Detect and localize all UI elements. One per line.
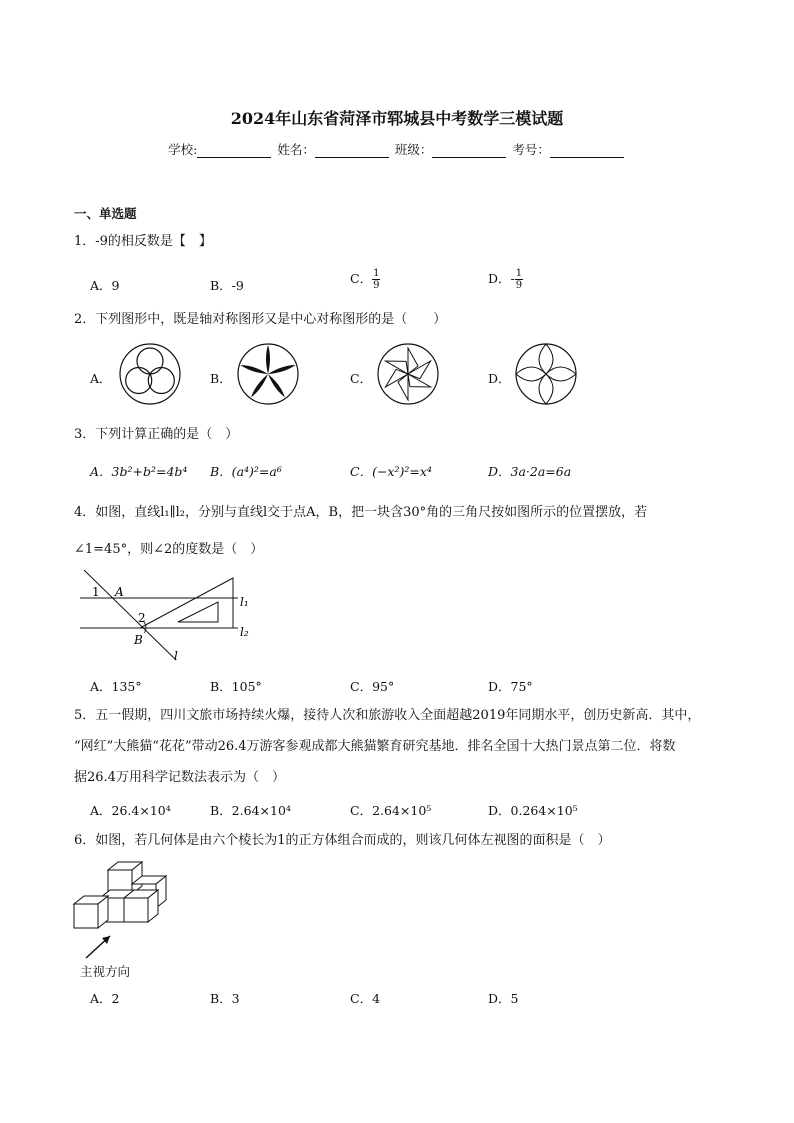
q5-option-c[interactable]: C．2.64×10⁵ [350,803,432,818]
label-l1: l₁ [240,595,249,609]
q1-c-fraction [372,268,380,291]
question-5-line-2: “网红”大熊猫“花花”带动26.4万游客参观成都大熊猫繁育研究基地．排名全国十大热门景点第二位．将数 [74,739,676,754]
question-4-line-2: ∠1=45°，则∠2的度数是（ ） [74,542,264,557]
exam-no-label: 考号： [512,142,550,157]
q1-option-d[interactable] [488,268,523,291]
name-label: 姓名： [277,142,315,157]
triangle-ruler [140,578,233,628]
q6-option-a[interactable]: A．2 [90,991,120,1006]
label-l: l [174,649,178,663]
q2-option-d[interactable]: D． [488,371,511,386]
label-point-b: B [134,633,143,647]
q4-option-a[interactable]: A．135° [90,679,142,694]
q5-option-d[interactable]: D．0.264×10⁵ [488,803,578,818]
label-point-a: A [115,585,124,599]
q6-option-d[interactable]: D．5 [488,991,519,1006]
student-info-row [0,140,794,158]
q1-c-denominator: 9 [373,280,380,291]
q6-option-b[interactable]: B．3 [210,991,240,1006]
q3-option-a[interactable]: A．3b²+b²=4b⁴ [90,464,188,479]
q2-option-c[interactable]: C． [350,371,373,386]
question-3: 3．下列计算正确的是（ ） [74,427,239,442]
q1-d-prefix: D．- [488,271,515,286]
q2-option-b[interactable]: B． [210,371,232,386]
q3-option-b[interactable]: B．(a⁴)²=a⁶ [210,464,282,479]
section-heading: 一、单选题 [74,206,137,221]
triangle-ruler-inner [178,602,218,622]
question-1: 1．-9的相反数是【 】 [74,234,212,249]
question-5-line-1: 5．五一假期，四川文旅市场持续火爆，接待人次和旅游收入全面超越2019年同期水平，创历史新高．其中， [74,708,701,723]
name-blank[interactable] [315,145,389,158]
q2-figure-a [118,342,182,406]
question-2: 2．下列图形中，既是轴对称图形又是中心对称图形的是（ ） [74,312,447,327]
q4-option-c[interactable]: C．95° [350,679,395,694]
q2-option-a[interactable]: A． [90,371,112,386]
label-angle-2: 2 [138,611,146,625]
q1-d-fraction [515,268,523,291]
class-blank[interactable] [432,145,506,158]
q2-figure-d [514,342,578,406]
question-4-line-1: 4．如图，直线l₁∥l₂，分别与直线l交于点A，B，把一块含30°角的三角尺按如图所示的位置摆放，若 [74,505,648,520]
class-label: 班级： [394,142,433,157]
exam-title: 2024年山东省菏泽市郓城县中考数学三模试题 [230,109,564,128]
q2-figure-c [376,342,440,406]
q6-option-c[interactable]: C．4 [350,991,381,1006]
q3-option-d[interactable]: D．3a·2a=6a [488,464,572,479]
q6-figure [70,858,180,962]
q1-d-numerator: 1 [515,268,523,279]
q1-c-numerator: 1 [373,268,380,279]
q4-option-d[interactable]: D．75° [488,679,533,694]
question-5-line-3: 据26.4万用科学记数法表示为（ ） [74,770,285,785]
exam-no-blank[interactable] [550,145,624,158]
q5-option-b[interactable]: B．2.64×10⁴ [210,803,291,818]
label-angle-1: 1 [92,585,100,599]
q1-c-prefix: C． [350,271,373,286]
q3-option-c[interactable]: C．(−x²)²=x⁴ [350,464,432,479]
q4-option-b[interactable]: B．105° [210,679,262,694]
q2-figure-b [236,342,300,406]
q4-figure [78,566,268,666]
q1-option-c[interactable] [350,268,380,291]
question-6: 6．如图，若几何体是由六个棱长为1的正方体组合而成的，则该几何体左视图的面积是（ ） [74,833,611,848]
q5-option-a[interactable]: A．26.4×10⁴ [90,803,171,818]
q1-d-denominator: 9 [515,280,523,291]
q1-option-a[interactable]: A．9 [90,278,120,293]
label-l2: l₂ [240,625,249,639]
line-l [84,570,176,660]
q6-figure-label: 主视方向 [80,964,131,979]
school-label: 学校: [168,142,198,157]
school-blank[interactable] [197,145,271,158]
q1-option-b[interactable]: B．-9 [210,278,244,293]
